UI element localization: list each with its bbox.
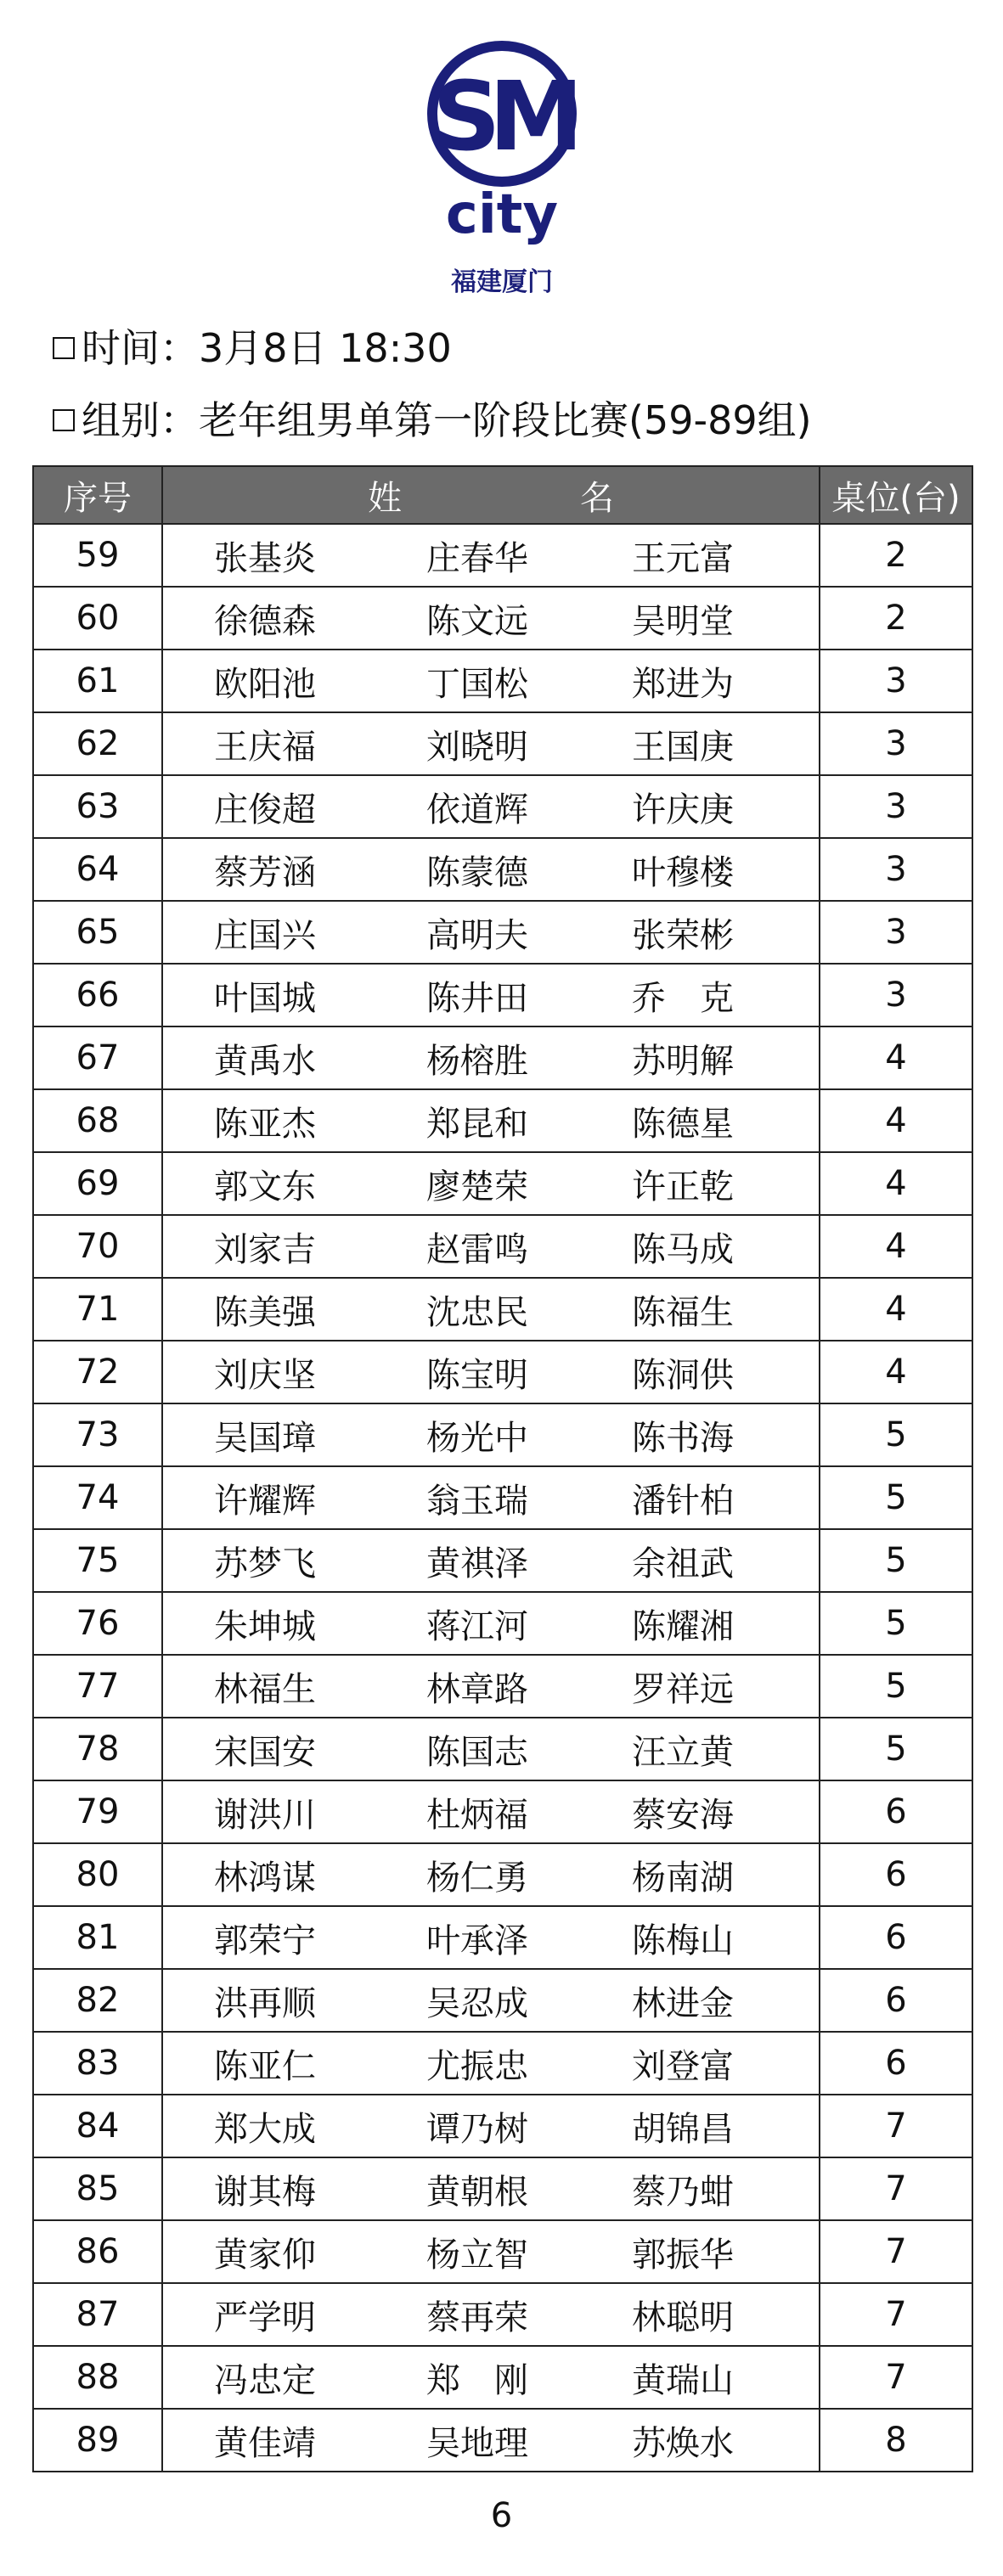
header-name-2: 名 bbox=[580, 478, 614, 518]
row-table-no: 6 bbox=[820, 1969, 972, 2032]
group-value: 老年组男单第一阶段比赛(59-89组) bbox=[199, 397, 812, 443]
player-name: 陈福生 bbox=[632, 1292, 734, 1332]
row-names bbox=[162, 1655, 820, 1718]
table-row bbox=[33, 1278, 972, 1341]
row-seq: 61 bbox=[33, 650, 162, 712]
player-name: 刘家吉 bbox=[214, 1229, 316, 1269]
row-table-no: 5 bbox=[820, 1466, 972, 1529]
player-name: 谢其梅 bbox=[214, 2172, 316, 2212]
player-name: 陈马成 bbox=[632, 1229, 734, 1269]
table-row bbox=[33, 1718, 972, 1780]
row-table-no: 3 bbox=[820, 838, 972, 901]
row-seq: 78 bbox=[33, 1718, 162, 1780]
row-seq: 82 bbox=[33, 1969, 162, 2032]
player-name: 依道辉 bbox=[426, 790, 528, 830]
row-table-no: 3 bbox=[820, 650, 972, 712]
row-seq: 84 bbox=[33, 2095, 162, 2157]
player-name: 余祖武 bbox=[632, 1544, 734, 1583]
row-names bbox=[162, 2157, 820, 2220]
table-row bbox=[33, 1152, 972, 1215]
table-row bbox=[33, 1592, 972, 1655]
row-names bbox=[162, 1780, 820, 1843]
table-row bbox=[33, 1403, 972, 1466]
row-seq: 83 bbox=[33, 2032, 162, 2095]
row-table-no: 4 bbox=[820, 1341, 972, 1403]
logo-mark: SM bbox=[431, 62, 572, 172]
row-names bbox=[162, 2220, 820, 2283]
row-table-no: 7 bbox=[820, 2095, 972, 2157]
row-seq: 67 bbox=[33, 1026, 162, 1089]
player-name: 黄朝根 bbox=[426, 2172, 528, 2212]
row-seq: 85 bbox=[33, 2157, 162, 2220]
sm-city-logo bbox=[425, 41, 579, 295]
checkbox-icon bbox=[53, 337, 75, 359]
player-name: 杨光中 bbox=[426, 1418, 528, 1458]
player-name: 吴忍成 bbox=[426, 1983, 528, 2023]
row-names bbox=[162, 1529, 820, 1592]
table-row bbox=[33, 1341, 972, 1403]
player-name: 苏明解 bbox=[632, 1041, 734, 1081]
row-seq: 60 bbox=[33, 587, 162, 650]
row-table-no: 3 bbox=[820, 964, 972, 1026]
player-name: 沈忠民 bbox=[426, 1292, 528, 1332]
player-name: 陈洞供 bbox=[632, 1355, 734, 1395]
player-name: 林鸿谋 bbox=[214, 1858, 316, 1898]
row-table-no: 6 bbox=[820, 1906, 972, 1969]
row-table-no: 4 bbox=[820, 1215, 972, 1278]
table-row bbox=[33, 838, 972, 901]
row-seq: 81 bbox=[33, 1906, 162, 1969]
row-table-no: 6 bbox=[820, 2032, 972, 2095]
player-name: 谭乃树 bbox=[426, 2109, 528, 2149]
player-name: 尤振忠 bbox=[426, 2046, 528, 2086]
row-table-no: 5 bbox=[820, 1529, 972, 1592]
row-seq: 68 bbox=[33, 1089, 162, 1152]
row-table-no: 3 bbox=[820, 712, 972, 775]
player-name: 黄家仰 bbox=[214, 2235, 316, 2275]
row-names bbox=[162, 1843, 820, 1906]
table-row bbox=[33, 2157, 972, 2220]
row-table-no: 3 bbox=[820, 901, 972, 964]
row-seq: 62 bbox=[33, 712, 162, 775]
player-name: 刘庆坚 bbox=[214, 1355, 316, 1395]
table-row bbox=[33, 1026, 972, 1089]
player-name: 许正乾 bbox=[632, 1167, 734, 1206]
player-name: 叶国城 bbox=[214, 978, 316, 1018]
player-name: 徐德森 bbox=[214, 601, 316, 641]
row-names bbox=[162, 1341, 820, 1403]
player-name: 庄国兴 bbox=[214, 915, 316, 955]
player-name: 陈耀湘 bbox=[632, 1606, 734, 1646]
player-name: 乔 克 bbox=[632, 978, 734, 1018]
table-row bbox=[33, 2283, 972, 2346]
header-name bbox=[162, 466, 820, 524]
table-row bbox=[33, 524, 972, 587]
row-names bbox=[162, 838, 820, 901]
row-names bbox=[162, 712, 820, 775]
player-name: 许庆庚 bbox=[632, 790, 734, 830]
row-seq: 76 bbox=[33, 1592, 162, 1655]
player-name: 蒋江河 bbox=[426, 1606, 528, 1646]
row-names bbox=[162, 587, 820, 650]
player-name: 庄俊超 bbox=[214, 790, 316, 830]
player-name: 谢洪川 bbox=[214, 1795, 316, 1835]
row-names bbox=[162, 1466, 820, 1529]
row-names bbox=[162, 2346, 820, 2409]
row-names bbox=[162, 1969, 820, 2032]
row-table-no: 7 bbox=[820, 2283, 972, 2346]
player-name: 廖楚荣 bbox=[426, 1167, 528, 1206]
row-table-no: 4 bbox=[820, 1152, 972, 1215]
player-name: 庄春华 bbox=[426, 538, 528, 578]
player-name: 吴明堂 bbox=[632, 601, 734, 641]
player-name: 陈梅山 bbox=[632, 1921, 734, 1960]
row-names bbox=[162, 964, 820, 1026]
player-name: 王国庚 bbox=[632, 727, 734, 767]
table-row bbox=[33, 964, 972, 1026]
player-name: 翁玉瑞 bbox=[426, 1481, 528, 1521]
player-name: 林进金 bbox=[632, 1983, 734, 2023]
player-name: 胡锦昌 bbox=[632, 2109, 734, 2149]
player-name: 蔡再荣 bbox=[426, 2298, 528, 2337]
row-names bbox=[162, 1026, 820, 1089]
row-table-no: 2 bbox=[820, 524, 972, 587]
table-row bbox=[33, 1529, 972, 1592]
group-line bbox=[53, 395, 812, 446]
player-name: 林聪明 bbox=[632, 2298, 734, 2337]
player-name: 郑进为 bbox=[632, 664, 734, 704]
player-name: 黄瑞山 bbox=[632, 2360, 734, 2400]
checkbox-icon bbox=[53, 409, 75, 431]
row-table-no: 7 bbox=[820, 2346, 972, 2409]
table-row bbox=[33, 2095, 972, 2157]
table-row bbox=[33, 1969, 972, 2032]
player-name: 苏梦飞 bbox=[214, 1544, 316, 1583]
table-row bbox=[33, 1089, 972, 1152]
player-name: 丁国松 bbox=[426, 664, 528, 704]
row-names bbox=[162, 901, 820, 964]
row-names bbox=[162, 1278, 820, 1341]
player-name: 林章路 bbox=[426, 1669, 528, 1709]
row-seq: 87 bbox=[33, 2283, 162, 2346]
row-names bbox=[162, 2032, 820, 2095]
row-seq: 63 bbox=[33, 775, 162, 838]
player-name: 蔡乃蚶 bbox=[632, 2172, 734, 2212]
page-number: 6 bbox=[490, 2496, 513, 2535]
player-name: 洪再顺 bbox=[214, 1983, 316, 2023]
player-name: 陈亚杰 bbox=[214, 1104, 316, 1144]
row-table-no: 5 bbox=[820, 1403, 972, 1466]
player-name: 郭文东 bbox=[214, 1167, 316, 1206]
player-name: 黄佳靖 bbox=[214, 2423, 316, 2463]
table-header-row bbox=[33, 466, 972, 524]
player-name: 陈井田 bbox=[426, 978, 528, 1018]
row-seq: 65 bbox=[33, 901, 162, 964]
row-seq: 88 bbox=[33, 2346, 162, 2409]
player-name: 汪立黄 bbox=[632, 1732, 734, 1772]
table-row bbox=[33, 2032, 972, 2095]
table-row bbox=[33, 2346, 972, 2409]
player-name: 苏焕水 bbox=[632, 2423, 734, 2463]
logo-location: 福建厦门 bbox=[451, 267, 553, 295]
table-body bbox=[33, 524, 972, 2472]
player-name: 郭荣宁 bbox=[214, 1921, 316, 1960]
row-table-no: 3 bbox=[820, 775, 972, 838]
player-name: 杜炳福 bbox=[426, 1795, 528, 1835]
row-seq: 79 bbox=[33, 1780, 162, 1843]
row-seq: 74 bbox=[33, 1466, 162, 1529]
player-name: 陈美强 bbox=[214, 1292, 316, 1332]
player-name: 蔡安海 bbox=[632, 1795, 734, 1835]
row-table-no: 7 bbox=[820, 2157, 972, 2220]
row-table-no: 6 bbox=[820, 1780, 972, 1843]
time-line bbox=[53, 323, 452, 374]
player-name: 冯忠定 bbox=[214, 2360, 316, 2400]
player-name: 郑大成 bbox=[214, 2109, 316, 2149]
table-row bbox=[33, 1780, 972, 1843]
table-row bbox=[33, 1906, 972, 1969]
table-row bbox=[33, 2220, 972, 2283]
row-seq: 80 bbox=[33, 1843, 162, 1906]
row-names bbox=[162, 524, 820, 587]
player-name: 杨南湖 bbox=[632, 1858, 734, 1898]
row-table-no: 5 bbox=[820, 1655, 972, 1718]
table-row bbox=[33, 1655, 972, 1718]
time-value: 3月8日 18:30 bbox=[199, 325, 452, 371]
player-name: 罗祥远 bbox=[632, 1669, 734, 1709]
roster-table bbox=[32, 465, 973, 2472]
logo-brand: city bbox=[445, 183, 559, 246]
player-name: 张基炎 bbox=[214, 538, 316, 578]
player-name: 蔡芳涵 bbox=[214, 852, 316, 892]
player-name: 郑昆和 bbox=[426, 1104, 528, 1144]
player-name: 陈宝明 bbox=[426, 1355, 528, 1395]
player-name: 赵雷鸣 bbox=[426, 1229, 528, 1269]
table-row bbox=[33, 1843, 972, 1906]
player-name: 朱坤城 bbox=[214, 1606, 316, 1646]
row-seq: 59 bbox=[33, 524, 162, 587]
player-name: 刘登富 bbox=[632, 2046, 734, 2086]
row-names bbox=[162, 650, 820, 712]
player-name: 郭振华 bbox=[632, 2235, 734, 2275]
row-seq: 69 bbox=[33, 1152, 162, 1215]
table-row bbox=[33, 650, 972, 712]
row-names bbox=[162, 775, 820, 838]
player-name: 宋国安 bbox=[214, 1732, 316, 1772]
table-row bbox=[33, 1466, 972, 1529]
row-seq: 71 bbox=[33, 1278, 162, 1341]
row-seq: 77 bbox=[33, 1655, 162, 1718]
row-names bbox=[162, 1718, 820, 1780]
row-seq: 73 bbox=[33, 1403, 162, 1466]
player-name: 黄禹水 bbox=[214, 1041, 316, 1081]
header-seq: 序号 bbox=[33, 466, 162, 524]
time-label: 时间： bbox=[82, 325, 199, 371]
row-seq: 75 bbox=[33, 1529, 162, 1592]
header-name-1: 姓 bbox=[368, 478, 402, 518]
row-names bbox=[162, 1403, 820, 1466]
player-name: 陈亚仁 bbox=[214, 2046, 316, 2086]
group-label: 组别： bbox=[82, 397, 199, 443]
player-name: 王庆福 bbox=[214, 727, 316, 767]
row-names bbox=[162, 1215, 820, 1278]
row-table-no: 6 bbox=[820, 1843, 972, 1906]
player-name: 陈国志 bbox=[426, 1732, 528, 1772]
player-name: 叶穆楼 bbox=[632, 852, 734, 892]
row-table-no: 8 bbox=[820, 2409, 972, 2472]
row-names bbox=[162, 2283, 820, 2346]
row-names bbox=[162, 1906, 820, 1969]
row-table-no: 4 bbox=[820, 1278, 972, 1341]
header-table-no: 桌位(台) bbox=[820, 466, 972, 524]
player-name: 张荣彬 bbox=[632, 915, 734, 955]
row-seq: 89 bbox=[33, 2409, 162, 2472]
player-name: 黄祺泽 bbox=[426, 1544, 528, 1583]
player-name: 刘晓明 bbox=[426, 727, 528, 767]
player-name: 叶承泽 bbox=[426, 1921, 528, 1960]
player-name: 杨榕胜 bbox=[426, 1041, 528, 1081]
player-name: 杨仁勇 bbox=[426, 1858, 528, 1898]
player-name: 严学明 bbox=[214, 2298, 316, 2337]
row-table-no: 5 bbox=[820, 1718, 972, 1780]
row-table-no: 5 bbox=[820, 1592, 972, 1655]
player-name: 杨立智 bbox=[426, 2235, 528, 2275]
row-table-no: 7 bbox=[820, 2220, 972, 2283]
row-seq: 72 bbox=[33, 1341, 162, 1403]
table-row bbox=[33, 712, 972, 775]
player-name: 林福生 bbox=[214, 1669, 316, 1709]
player-name: 潘针柏 bbox=[632, 1481, 734, 1521]
player-name: 高明夫 bbox=[426, 915, 528, 955]
player-name: 吴地理 bbox=[426, 2423, 528, 2463]
player-name: 陈蒙德 bbox=[426, 852, 528, 892]
row-names bbox=[162, 2409, 820, 2472]
table-row bbox=[33, 2409, 972, 2472]
player-name: 欧阳池 bbox=[214, 664, 316, 704]
player-name: 陈文远 bbox=[426, 601, 528, 641]
player-name: 郑 刚 bbox=[426, 2360, 528, 2400]
row-table-no: 2 bbox=[820, 587, 972, 650]
table-row bbox=[33, 1215, 972, 1278]
row-names bbox=[162, 1592, 820, 1655]
player-name: 陈书海 bbox=[632, 1418, 734, 1458]
row-table-no: 4 bbox=[820, 1026, 972, 1089]
player-name: 陈德星 bbox=[632, 1104, 734, 1144]
table-row bbox=[33, 587, 972, 650]
player-name: 吴国璋 bbox=[214, 1418, 316, 1458]
row-names bbox=[162, 1152, 820, 1215]
row-names bbox=[162, 2095, 820, 2157]
row-seq: 86 bbox=[33, 2220, 162, 2283]
row-seq: 66 bbox=[33, 964, 162, 1026]
player-name: 许耀辉 bbox=[214, 1481, 316, 1521]
row-seq: 70 bbox=[33, 1215, 162, 1278]
table-row bbox=[33, 775, 972, 838]
row-table-no: 4 bbox=[820, 1089, 972, 1152]
row-seq: 64 bbox=[33, 838, 162, 901]
row-names bbox=[162, 1089, 820, 1152]
player-name: 王元富 bbox=[632, 538, 734, 578]
table-row bbox=[33, 901, 972, 964]
